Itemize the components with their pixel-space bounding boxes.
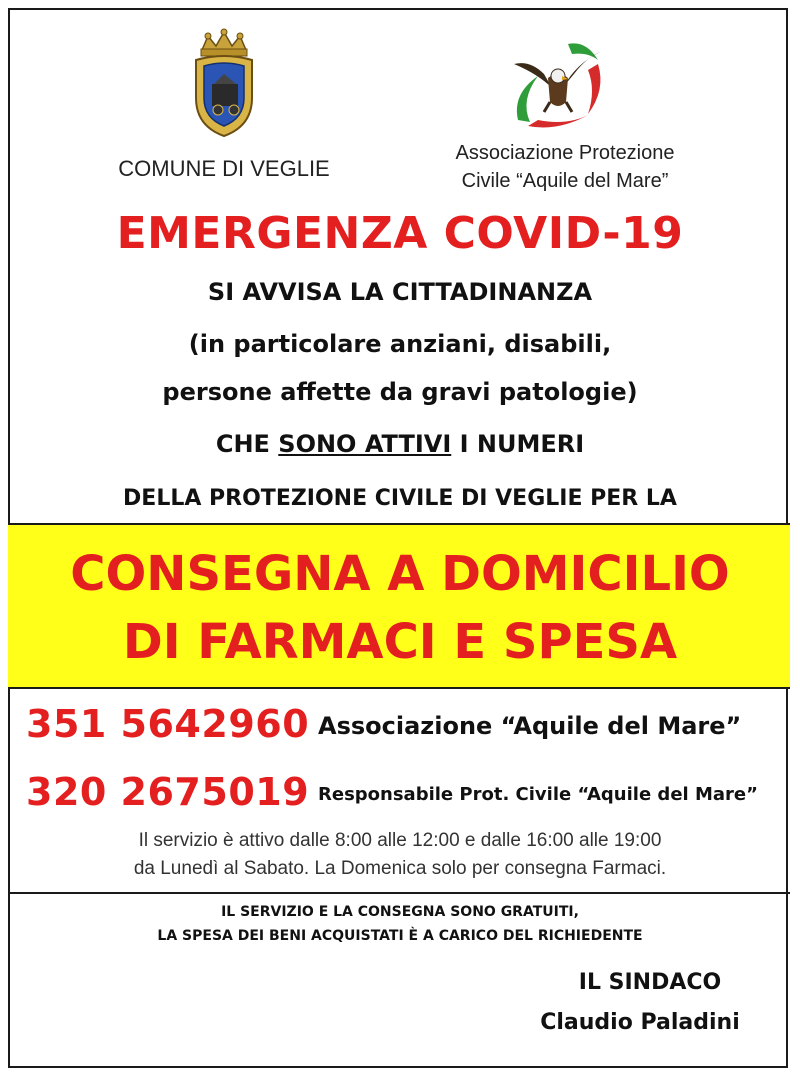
comune-crest-icon [188, 28, 260, 140]
notice-line-5: DELLA PROTEZIONE CIVILE DI VEGLIE PER LA [123, 486, 677, 511]
footer-line-1: IL SERVIZIO E LA CONSEGNA SONO GRATUITI, [221, 904, 579, 920]
phone-label-2: Responsabile Prot. Civile “Aquile del Mare” [318, 784, 758, 805]
service-hours-line-1: Il servizio è attivo dalle 8:00 alle 12:00 e dalle 16:00 alle 19:00 [138, 830, 662, 851]
phone-number-2[interactable]: 320 2675019 [26, 770, 310, 814]
mayor-name: Claudio Paladini [540, 1010, 740, 1035]
association-label-line1: Associazione Protezione [455, 142, 675, 164]
mayor-title: IL SINDACO [578, 970, 722, 995]
headline: EMERGENZA COVID-19 [116, 208, 684, 259]
notice-line-4 [0, 430, 800, 458]
service-hours-line-2: da Lunedì al Sabato. La Domenica solo per consegna Farmaci. [133, 858, 667, 879]
footer-line-2: LA SPESA DEI BENI ACQUISTATI È A CARICO DEL RICHIEDENTE [157, 928, 643, 944]
notice-line-4-pre: CHE [215, 430, 279, 458]
notice-line-2: (in particolare anziani, disabili, [188, 330, 612, 358]
eagle-logo-icon [508, 34, 606, 130]
notice-line-4-post: I NUMERI [451, 430, 585, 458]
phone-label-1: Associazione “Aquile del Mare” [318, 712, 742, 740]
footer-divider [8, 892, 790, 894]
notice-line-4-underlined: SONO ATTIVI [278, 430, 452, 458]
comune-label: COMUNE DI VEGLIE [118, 156, 330, 181]
banner-line-1: CONSEGNA A DOMICILIO [70, 546, 730, 602]
phone-number-1[interactable]: 351 5642960 [26, 702, 310, 746]
banner-line-2: DI FARMACI E SPESA [122, 614, 678, 670]
association-label-line2: Civile “Aquile del Mare” [461, 170, 669, 192]
notice-line-3: persone affette da gravi patologie) [162, 378, 638, 406]
notice-line-1: SI AVVISA LA CITTADINANZA [207, 278, 593, 306]
